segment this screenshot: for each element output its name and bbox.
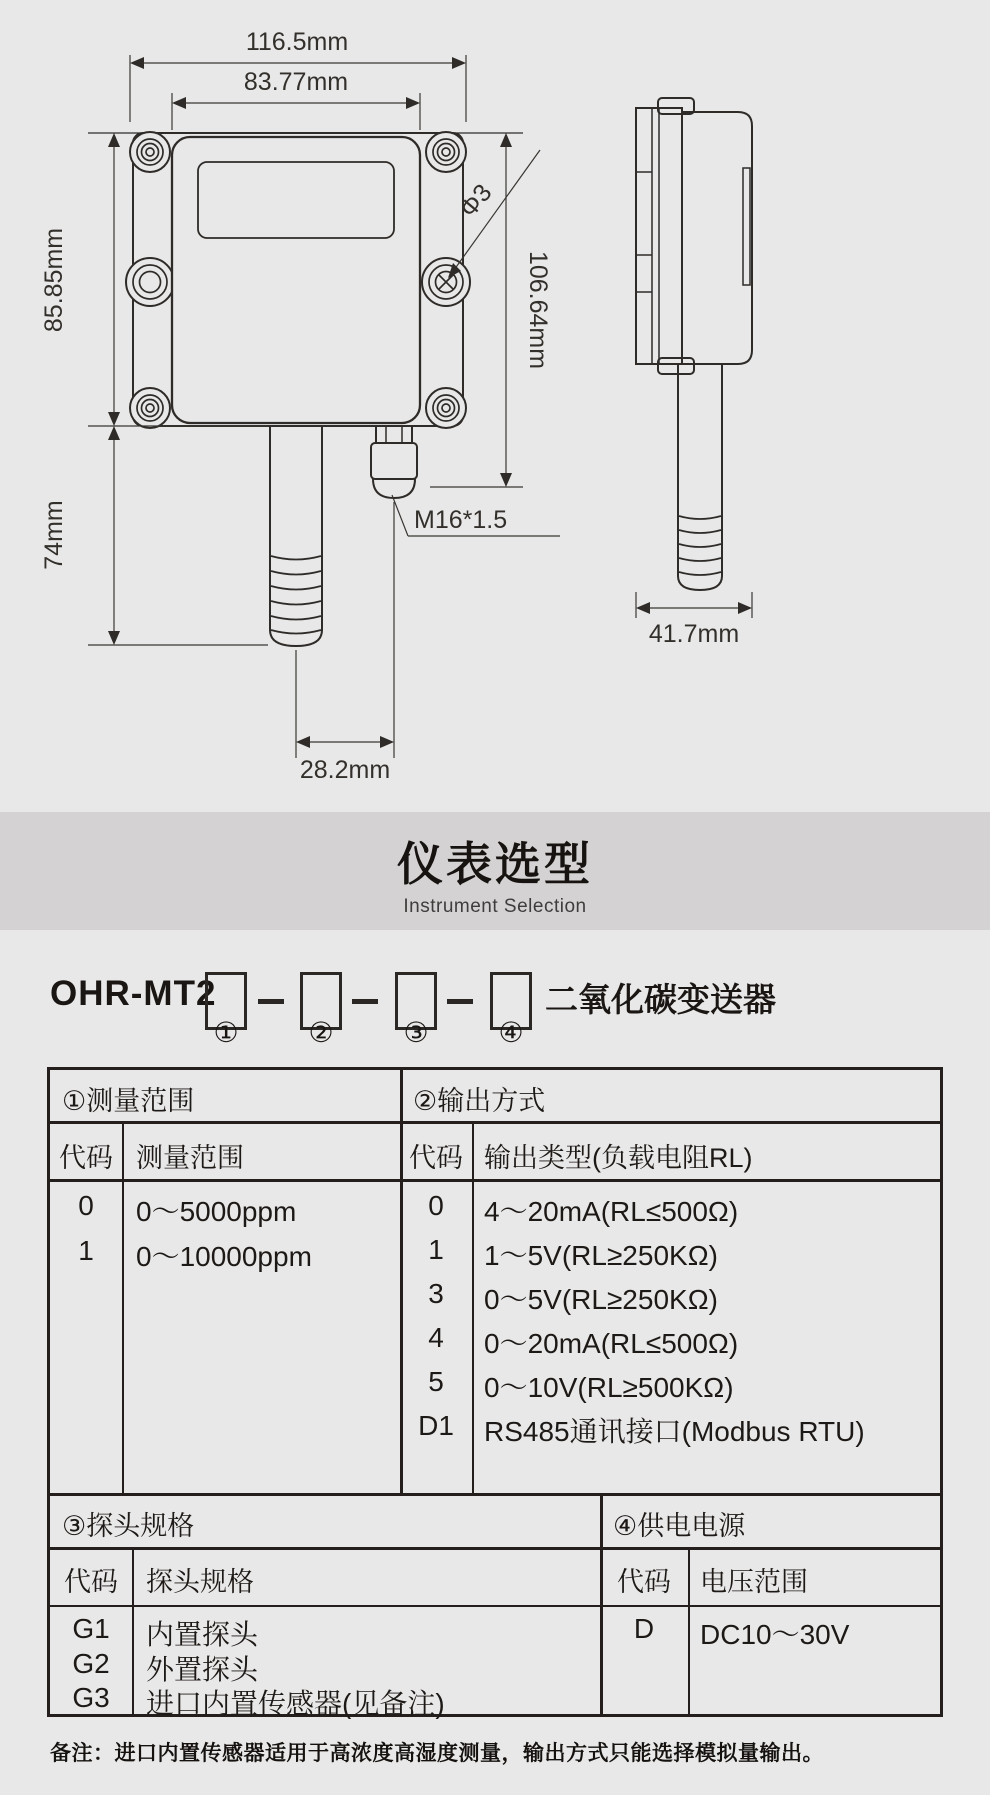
section-subtitle: Instrument Selection xyxy=(403,896,587,917)
selection-table xyxy=(47,1067,943,1717)
section-title-band xyxy=(0,812,990,930)
dim-side-depth: 41.7mm xyxy=(648,620,740,648)
output-row-desc: 1～5V(RL≥250KΩ) xyxy=(484,1240,718,1271)
output-row-code: 5 xyxy=(428,1366,444,1397)
position-marker-4: ④ xyxy=(498,1017,524,1048)
output-row-code: 0 xyxy=(428,1190,444,1221)
dim-overall-width: 116.5mm xyxy=(245,28,349,56)
range-row-desc: 0～5000ppm xyxy=(136,1196,297,1227)
dim-body-width: 83.77mm xyxy=(243,68,349,96)
position-marker-1: ① xyxy=(213,1017,239,1048)
power-row-desc: DC10～30V xyxy=(700,1619,850,1650)
probe-col-code: 代码 xyxy=(64,1567,118,1597)
dim-hole-diameter: Φ3 xyxy=(454,178,498,223)
probe-col-desc: 探头规格 xyxy=(146,1567,254,1597)
model-dash xyxy=(258,999,284,1004)
output-row-code: D1 xyxy=(418,1410,454,1441)
output-col-desc: 输出类型(负载电阻RL) xyxy=(484,1143,753,1173)
power-col-code: 代码 xyxy=(617,1567,671,1597)
probe-row-code: G1 xyxy=(72,1613,110,1644)
footnote: 备注：进口内置传感器适用于高浓度高湿度测量，输出方式只能选择模拟量输出。 xyxy=(50,1742,824,1765)
model-suffix: 二氧化碳变送器 xyxy=(545,981,776,1018)
range-col-code: 代码 xyxy=(59,1143,113,1173)
output-row-desc: RS485通讯接口(Modbus RTU) xyxy=(484,1416,865,1447)
dim-total-height: 106.64mm xyxy=(524,250,552,370)
range-row-desc: 0～10000ppm xyxy=(136,1241,312,1272)
probe-section-header: ③探头规格 xyxy=(62,1511,195,1541)
dim-cable-gland: M16*1.5 xyxy=(414,506,508,534)
range-col-desc: 测量范围 xyxy=(136,1143,244,1173)
output-row-desc: 0～5V(RL≥250KΩ) xyxy=(484,1284,718,1315)
dim-probe-length: 74mm xyxy=(40,500,68,570)
output-row-code: 1 xyxy=(428,1234,444,1265)
output-col-code: 代码 xyxy=(409,1143,463,1173)
dim-body-height: 85.85mm xyxy=(40,227,68,333)
output-row-code: 4 xyxy=(428,1322,444,1353)
power-col-desc: 电压范围 xyxy=(700,1567,808,1597)
section-title: 仪表选型 xyxy=(397,838,593,890)
probe-row-desc: 外置探头 xyxy=(146,1654,259,1685)
output-row-code: 3 xyxy=(428,1278,444,1309)
probe-row-desc: 进口内置传感器(见备注) xyxy=(146,1688,445,1719)
model-prefix: OHR-MT2 xyxy=(50,974,217,1013)
probe-row-code: G3 xyxy=(72,1682,110,1713)
range-section-header: ①测量范围 xyxy=(62,1086,195,1116)
probe-row-desc: 内置探头 xyxy=(146,1619,259,1650)
range-row-code: 0 xyxy=(78,1190,94,1221)
output-section-header: ②输出方式 xyxy=(413,1086,546,1116)
power-section-header: ④供电电源 xyxy=(613,1511,746,1541)
dim-probe-offset: 28.2mm xyxy=(299,756,391,784)
model-dash xyxy=(447,999,473,1004)
power-row-code: D xyxy=(633,1613,655,1644)
dimension-drawing xyxy=(0,0,990,810)
output-row-desc: 4～20mA(RL≤500Ω) xyxy=(484,1196,739,1227)
output-row-desc: 0～10V(RL≥500KΩ) xyxy=(484,1372,734,1403)
probe-row-code: G2 xyxy=(72,1648,110,1679)
output-row-desc: 0～20mA(RL≤500Ω) xyxy=(484,1328,739,1359)
position-marker-3: ③ xyxy=(403,1017,429,1048)
model-dash xyxy=(352,999,378,1004)
range-row-code: 1 xyxy=(78,1235,94,1266)
position-marker-2: ② xyxy=(308,1017,334,1048)
